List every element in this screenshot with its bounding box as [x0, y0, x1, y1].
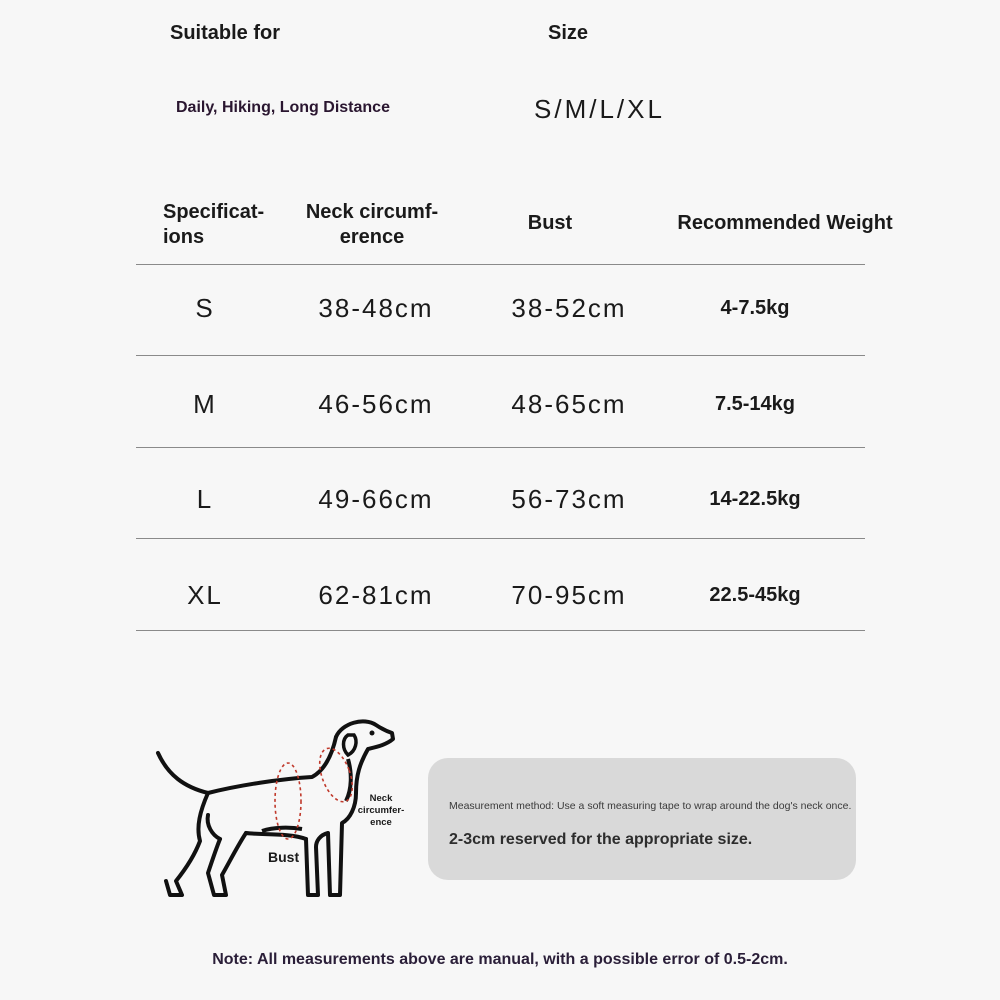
neck-label-line3: ence [370, 817, 392, 828]
table-cell-bust: 38-52cm [511, 293, 627, 323]
size-label: Size [548, 22, 589, 44]
bust-label: Bust [268, 849, 300, 865]
neck-label-line2: circumfer- [357, 805, 405, 816]
suitable-for-label: Suitable for [170, 22, 281, 44]
column-header-specifications-line1: Specificat- [163, 201, 265, 223]
table-cell-size: S [195, 293, 215, 323]
table-cell-size: XL [187, 580, 223, 610]
table-divider [136, 538, 865, 539]
table-cell-neck: 62-81cm [318, 580, 434, 610]
measurement-info-box [428, 758, 856, 880]
table-divider [136, 630, 865, 631]
column-header-neck-line1: Neck circumf- [305, 201, 439, 223]
column-header-weight: Recommended Weight [677, 212, 893, 234]
table-cell-neck: 38-48cm [318, 293, 434, 323]
table-cell-bust: 70-95cm [511, 580, 627, 610]
table-cell-neck: 46-56cm [318, 389, 434, 419]
table-cell-weight: 4-7.5kg [720, 297, 790, 319]
table-cell-weight: 14-22.5kg [709, 488, 801, 510]
table-cell-bust: 56-73cm [511, 484, 627, 514]
table-cell-weight: 7.5-14kg [714, 393, 796, 415]
neck-circumference-label [356, 793, 406, 829]
measurement-method-text: Measurement method: Use a soft measuring tape to wrap around the dog's neck once. [449, 800, 852, 812]
column-header-specifications [163, 200, 264, 250]
suitable-for-value: Daily, Hiking, Long Distance [176, 99, 390, 116]
size-options-value: S/M/L/XL [534, 94, 665, 124]
measurement-error-note: Note: All measurements above are manual, with a possible error of 0.5-2cm. [212, 951, 788, 968]
reserve-note-text: 2-3cm reserved for the appropriate size. [449, 831, 753, 848]
column-header-specifications-line2: ions [163, 226, 205, 248]
neck-label-line1: Neck [369, 793, 393, 804]
table-cell-size: M [193, 389, 217, 419]
table-divider [136, 447, 865, 448]
table-divider [136, 264, 865, 265]
table-cell-size: L [196, 484, 214, 514]
column-header-bust: Bust [527, 212, 573, 234]
table-cell-weight: 22.5-45kg [709, 584, 801, 606]
table-cell-bust: 48-65cm [511, 389, 627, 419]
table-divider [136, 355, 865, 356]
column-header-neck-line2: erence [339, 226, 405, 248]
table-cell-neck: 49-66cm [318, 484, 434, 514]
column-header-neck [292, 200, 452, 250]
